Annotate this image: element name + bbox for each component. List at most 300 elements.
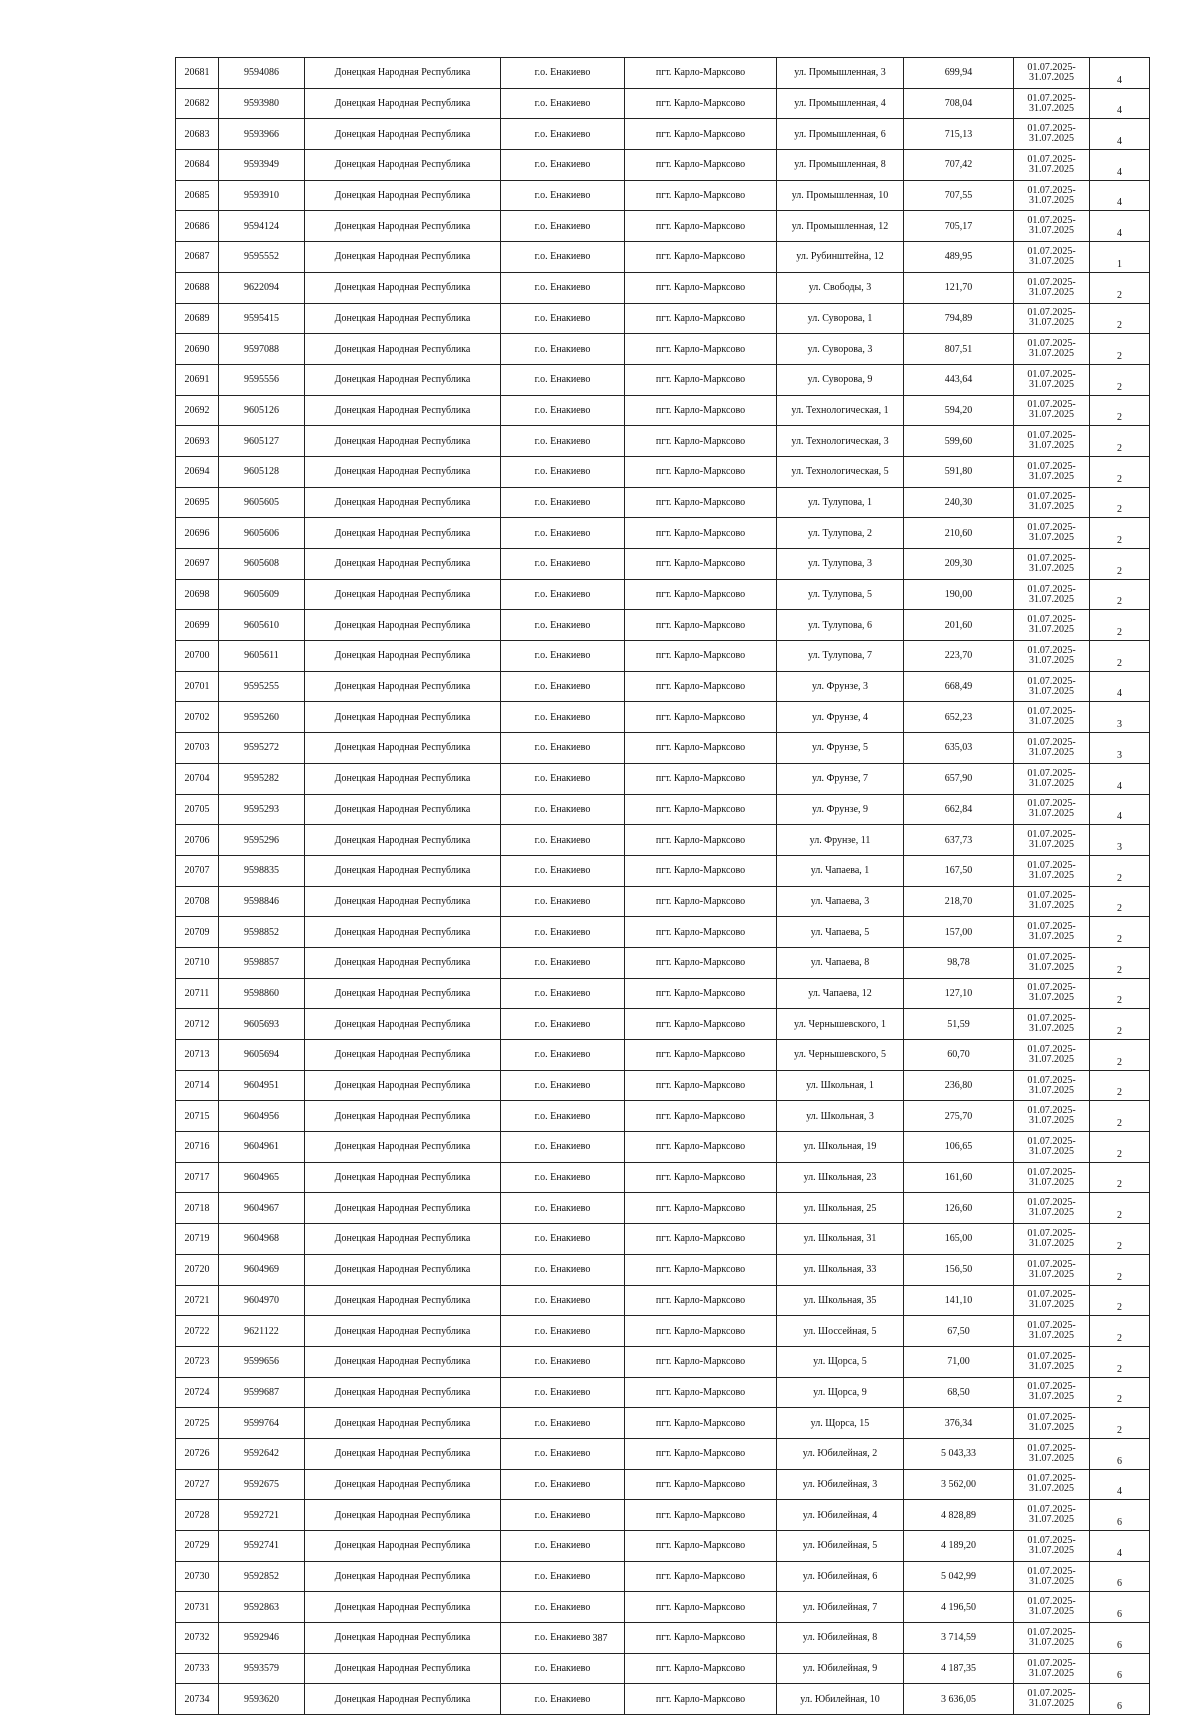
table-body	[176, 58, 1150, 1715]
period-start: 01.07.2025-	[1027, 123, 1076, 135]
period-start: 01.07.2025-	[1027, 1565, 1076, 1577]
period-end: 31.07.2025	[1029, 532, 1074, 544]
district-cell: г.о. Енакиево	[501, 242, 625, 273]
area-cell: 707,55	[904, 180, 1014, 211]
address-cell: ул. Технологическая, 1	[777, 395, 904, 426]
address-cell: ул. Фрунзе, 7	[777, 763, 904, 794]
period-end: 31.07.2025	[1029, 1237, 1074, 1249]
address-cell: ул. Технологическая, 5	[777, 456, 904, 487]
period-cell	[1014, 1285, 1090, 1316]
period-start: 01.07.2025-	[1027, 276, 1076, 288]
period-start: 01.07.2025-	[1027, 1504, 1076, 1516]
period-start: 01.07.2025-	[1027, 736, 1076, 748]
district-cell: г.о. Енакиево	[501, 1377, 625, 1408]
address-cell: ул. Шоссейная, 5	[777, 1316, 904, 1347]
table-row	[176, 1285, 1150, 1316]
settlement-cell: пгт. Карло-Марксово	[625, 1285, 777, 1316]
row-number-cell: 20712	[176, 1009, 219, 1040]
settlement-cell: пгт. Карло-Марксово	[625, 58, 777, 89]
period-cell	[1014, 1653, 1090, 1684]
period-cell	[1014, 1009, 1090, 1040]
table-row	[176, 1408, 1150, 1439]
settlement-cell: пгт. Карло-Марксово	[625, 1623, 777, 1654]
address-cell: ул. Чернышевского, 5	[777, 1040, 904, 1071]
settlement-cell: пгт. Карло-Марксово	[625, 763, 777, 794]
address-cell: ул. Промышленная, 8	[777, 150, 904, 181]
floors-cell: 6	[1090, 1438, 1150, 1469]
region-cell: Донецкая Народная Республика	[305, 855, 501, 886]
address-cell: ул. Юбилейная, 2	[777, 1438, 904, 1469]
row-number-cell: 20706	[176, 825, 219, 856]
area-cell: 4 828,89	[904, 1500, 1014, 1531]
district-cell: г.о. Енакиево	[501, 1623, 625, 1654]
period-end: 31.07.2025	[1029, 71, 1074, 83]
row-number-cell: 20708	[176, 886, 219, 917]
period-cell	[1014, 1101, 1090, 1132]
period-start: 01.07.2025-	[1027, 614, 1076, 626]
period-cell	[1014, 426, 1090, 457]
period-start: 01.07.2025-	[1027, 706, 1076, 718]
address-cell: ул. Промышленная, 12	[777, 211, 904, 242]
table-row	[176, 763, 1150, 794]
page-number: 387	[592, 1633, 608, 1644]
settlement-cell: пгт. Карло-Марксово	[625, 947, 777, 978]
object-code-cell: 9621122	[219, 1316, 305, 1347]
district-cell: г.о. Енакиево	[501, 1438, 625, 1469]
floors-cell: 2	[1090, 272, 1150, 303]
floors-cell: 4	[1090, 1531, 1150, 1562]
region-cell: Донецкая Народная Республика	[305, 1193, 501, 1224]
object-code-cell: 9593620	[219, 1684, 305, 1715]
period-end: 31.07.2025	[1029, 1023, 1074, 1035]
district-cell: г.о. Енакиево	[501, 641, 625, 672]
row-number-cell: 20687	[176, 242, 219, 273]
district-cell: г.о. Енакиево	[501, 855, 625, 886]
district-cell: г.о. Енакиево	[501, 702, 625, 733]
settlement-cell: пгт. Карло-Марксово	[625, 272, 777, 303]
settlement-cell: пгт. Карло-Марксово	[625, 334, 777, 365]
floors-cell: 2	[1090, 1040, 1150, 1071]
object-code-cell: 9592642	[219, 1438, 305, 1469]
period-cell	[1014, 917, 1090, 948]
period-end: 31.07.2025	[1029, 1268, 1074, 1280]
district-cell: г.о. Енакиево	[501, 1193, 625, 1224]
floors-cell: 2	[1090, 1254, 1150, 1285]
district-cell: г.о. Енакиево	[501, 1408, 625, 1439]
table-row	[176, 1561, 1150, 1592]
region-cell: Донецкая Народная Республика	[305, 242, 501, 273]
period-end: 31.07.2025	[1029, 1636, 1074, 1648]
period-cell	[1014, 242, 1090, 273]
row-number-cell: 20685	[176, 180, 219, 211]
district-cell: г.о. Енакиево	[501, 549, 625, 580]
period-start: 01.07.2025-	[1027, 399, 1076, 411]
period-cell	[1014, 947, 1090, 978]
address-cell: ул. Суворова, 3	[777, 334, 904, 365]
period-start: 01.07.2025-	[1027, 92, 1076, 104]
address-cell: ул. Школьная, 33	[777, 1254, 904, 1285]
area-cell: 165,00	[904, 1224, 1014, 1255]
table-row	[176, 303, 1150, 334]
period-cell	[1014, 763, 1090, 794]
period-cell	[1014, 855, 1090, 886]
area-cell: 67,50	[904, 1316, 1014, 1347]
period-end: 31.07.2025	[1029, 746, 1074, 758]
settlement-cell: пгт. Карло-Марксово	[625, 794, 777, 825]
period-start: 01.07.2025-	[1027, 644, 1076, 656]
table-row	[176, 549, 1150, 580]
period-cell	[1014, 364, 1090, 395]
district-cell: г.о. Енакиево	[501, 395, 625, 426]
area-cell: 236,80	[904, 1070, 1014, 1101]
district-cell: г.о. Енакиево	[501, 794, 625, 825]
row-number-cell: 20681	[176, 58, 219, 89]
address-cell: ул. Тулупова, 3	[777, 549, 904, 580]
period-start: 01.07.2025-	[1027, 1289, 1076, 1301]
settlement-cell: пгт. Карло-Марксово	[625, 1653, 777, 1684]
address-cell: ул. Юбилейная, 4	[777, 1500, 904, 1531]
region-cell: Донецкая Народная Республика	[305, 1531, 501, 1562]
area-cell: 223,70	[904, 641, 1014, 672]
district-cell: г.о. Енакиево	[501, 364, 625, 395]
object-code-cell: 9605608	[219, 549, 305, 580]
area-cell: 106,65	[904, 1132, 1014, 1163]
object-code-cell: 9598852	[219, 917, 305, 948]
row-number-cell: 20695	[176, 487, 219, 518]
period-end: 31.07.2025	[1029, 1053, 1074, 1065]
row-number-cell: 20720	[176, 1254, 219, 1285]
floors-cell: 2	[1090, 1224, 1150, 1255]
region-cell: Донецкая Народная Республика	[305, 180, 501, 211]
period-start: 01.07.2025-	[1027, 1197, 1076, 1209]
region-cell: Донецкая Народная Республика	[305, 518, 501, 549]
period-start: 01.07.2025-	[1027, 1534, 1076, 1546]
region-cell: Донецкая Народная Республика	[305, 456, 501, 487]
row-number-cell: 20730	[176, 1561, 219, 1592]
floors-cell: 6	[1090, 1623, 1150, 1654]
object-code-cell: 9604969	[219, 1254, 305, 1285]
address-cell: ул. Тулупова, 5	[777, 579, 904, 610]
period-cell	[1014, 272, 1090, 303]
period-end: 31.07.2025	[1029, 1514, 1074, 1526]
row-number-cell: 20692	[176, 395, 219, 426]
row-number-cell: 20704	[176, 763, 219, 794]
period-cell	[1014, 1377, 1090, 1408]
object-code-cell: 9593579	[219, 1653, 305, 1684]
period-start: 01.07.2025-	[1027, 61, 1076, 73]
address-cell: ул. Школьная, 23	[777, 1162, 904, 1193]
area-cell: 4 196,50	[904, 1592, 1014, 1623]
area-cell: 635,03	[904, 733, 1014, 764]
period-start: 01.07.2025-	[1027, 522, 1076, 534]
table-row	[176, 150, 1150, 181]
object-code-cell: 9597088	[219, 334, 305, 365]
row-number-cell: 20733	[176, 1653, 219, 1684]
region-cell: Донецкая Народная Республика	[305, 917, 501, 948]
floors-cell: 2	[1090, 1377, 1150, 1408]
period-start: 01.07.2025-	[1027, 245, 1076, 257]
period-end: 31.07.2025	[1029, 1667, 1074, 1679]
district-cell: г.о. Енакиево	[501, 947, 625, 978]
period-start: 01.07.2025-	[1027, 1473, 1076, 1485]
object-code-cell: 9592852	[219, 1561, 305, 1592]
settlement-cell: пгт. Карло-Марксово	[625, 886, 777, 917]
floors-cell: 2	[1090, 1070, 1150, 1101]
object-code-cell: 9595552	[219, 242, 305, 273]
address-cell: ул. Промышленная, 4	[777, 88, 904, 119]
object-code-cell: 9604965	[219, 1162, 305, 1193]
region-cell: Донецкая Народная Республика	[305, 1162, 501, 1193]
row-number-cell: 20727	[176, 1469, 219, 1500]
row-number-cell: 20716	[176, 1132, 219, 1163]
floors-cell: 2	[1090, 426, 1150, 457]
area-cell: 240,30	[904, 487, 1014, 518]
period-end: 31.07.2025	[1029, 1698, 1074, 1710]
period-cell	[1014, 579, 1090, 610]
settlement-cell: пгт. Карло-Марксово	[625, 1438, 777, 1469]
area-cell: 210,60	[904, 518, 1014, 549]
period-start: 01.07.2025-	[1027, 184, 1076, 196]
row-number-cell: 20722	[176, 1316, 219, 1347]
district-cell: г.о. Енакиево	[501, 1101, 625, 1132]
row-number-cell: 20683	[176, 119, 219, 150]
area-cell: 599,60	[904, 426, 1014, 457]
region-cell: Донецкая Народная Республика	[305, 303, 501, 334]
area-cell: 51,59	[904, 1009, 1014, 1040]
object-code-cell: 9605605	[219, 487, 305, 518]
area-cell: 637,73	[904, 825, 1014, 856]
district-cell: г.о. Енакиево	[501, 579, 625, 610]
region-cell: Донецкая Народная Республика	[305, 487, 501, 518]
row-number-cell: 20689	[176, 303, 219, 334]
object-code-cell: 9595260	[219, 702, 305, 733]
address-cell: ул. Промышленная, 6	[777, 119, 904, 150]
floors-cell: 2	[1090, 395, 1150, 426]
table-row	[176, 518, 1150, 549]
period-start: 01.07.2025-	[1027, 430, 1076, 442]
floors-cell: 4	[1090, 671, 1150, 702]
table-row	[176, 426, 1150, 457]
address-cell: ул. Щорса, 9	[777, 1377, 904, 1408]
address-cell: ул. Юбилейная, 6	[777, 1561, 904, 1592]
area-cell: 3 714,59	[904, 1623, 1014, 1654]
period-start: 01.07.2025-	[1027, 1043, 1076, 1055]
region-cell: Донецкая Народная Республика	[305, 1623, 501, 1654]
period-start: 01.07.2025-	[1027, 829, 1076, 841]
district-cell: г.о. Енакиево	[501, 1531, 625, 1562]
row-number-cell: 20710	[176, 947, 219, 978]
period-cell	[1014, 1346, 1090, 1377]
object-code-cell: 9598860	[219, 978, 305, 1009]
region-cell: Донецкая Народная Республика	[305, 641, 501, 672]
row-number-cell: 20688	[176, 272, 219, 303]
period-end: 31.07.2025	[1029, 225, 1074, 237]
row-number-cell: 20711	[176, 978, 219, 1009]
period-cell	[1014, 1592, 1090, 1623]
object-code-cell: 9592863	[219, 1592, 305, 1623]
region-cell: Донецкая Народная Республика	[305, 733, 501, 764]
period-cell	[1014, 1408, 1090, 1439]
period-end: 31.07.2025	[1029, 931, 1074, 943]
table-row	[176, 1132, 1150, 1163]
address-cell: ул. Юбилейная, 10	[777, 1684, 904, 1715]
period-end: 31.07.2025	[1029, 992, 1074, 1004]
region-cell: Донецкая Народная Республика	[305, 1684, 501, 1715]
row-number-cell: 20698	[176, 579, 219, 610]
region-cell: Донецкая Народная Республика	[305, 1408, 501, 1439]
region-cell: Донецкая Народная Республика	[305, 978, 501, 1009]
address-cell: ул. Чапаева, 5	[777, 917, 904, 948]
settlement-cell: пгт. Карло-Марксово	[625, 579, 777, 610]
period-end: 31.07.2025	[1029, 501, 1074, 513]
object-code-cell: 9605611	[219, 641, 305, 672]
period-cell	[1014, 1224, 1090, 1255]
floors-cell: 2	[1090, 364, 1150, 395]
area-cell: 594,20	[904, 395, 1014, 426]
floors-cell: 4	[1090, 119, 1150, 150]
object-code-cell: 9604967	[219, 1193, 305, 1224]
period-end: 31.07.2025	[1029, 1299, 1074, 1311]
district-cell: г.о. Енакиево	[501, 88, 625, 119]
area-cell: 156,50	[904, 1254, 1014, 1285]
area-cell: 201,60	[904, 610, 1014, 641]
region-cell: Донецкая Народная Республика	[305, 1377, 501, 1408]
table-row	[176, 1316, 1150, 1347]
settlement-cell: пгт. Карло-Марксово	[625, 1408, 777, 1439]
table-row	[176, 180, 1150, 211]
period-cell	[1014, 1316, 1090, 1347]
floors-cell: 2	[1090, 579, 1150, 610]
region-cell: Донецкая Народная Республика	[305, 610, 501, 641]
floors-cell: 2	[1090, 518, 1150, 549]
period-start: 01.07.2025-	[1027, 1013, 1076, 1025]
district-cell: г.о. Енакиево	[501, 426, 625, 457]
table-row	[176, 58, 1150, 89]
table-row	[176, 487, 1150, 518]
settlement-cell: пгт. Карло-Марксово	[625, 855, 777, 886]
district-cell: г.о. Енакиево	[501, 1684, 625, 1715]
district-cell: г.о. Енакиево	[501, 1040, 625, 1071]
district-cell: г.о. Енакиево	[501, 1224, 625, 1255]
table-row	[176, 1224, 1150, 1255]
address-cell: ул. Тулупова, 7	[777, 641, 904, 672]
period-cell	[1014, 88, 1090, 119]
table-row	[176, 456, 1150, 487]
settlement-cell: пгт. Карло-Марксово	[625, 978, 777, 1009]
address-cell: ул. Юбилейная, 8	[777, 1623, 904, 1654]
district-cell: г.о. Енакиево	[501, 334, 625, 365]
settlement-cell: пгт. Карло-Марксово	[625, 1254, 777, 1285]
object-code-cell: 9592675	[219, 1469, 305, 1500]
address-cell: ул. Тулупова, 1	[777, 487, 904, 518]
floors-cell: 2	[1090, 855, 1150, 886]
period-cell	[1014, 303, 1090, 334]
period-start: 01.07.2025-	[1027, 1105, 1076, 1117]
object-code-cell: 9595296	[219, 825, 305, 856]
period-end: 31.07.2025	[1029, 1452, 1074, 1464]
table-row	[176, 825, 1150, 856]
area-cell: 5 042,99	[904, 1561, 1014, 1592]
object-code-cell: 9595556	[219, 364, 305, 395]
floors-cell: 2	[1090, 1162, 1150, 1193]
region-cell: Донецкая Народная Республика	[305, 1561, 501, 1592]
floors-cell: 4	[1090, 1469, 1150, 1500]
period-cell	[1014, 1438, 1090, 1469]
region-cell: Донецкая Народная Республика	[305, 1469, 501, 1500]
period-start: 01.07.2025-	[1027, 1227, 1076, 1239]
row-number-cell: 20696	[176, 518, 219, 549]
settlement-cell: пгт. Карло-Марксово	[625, 1500, 777, 1531]
period-cell	[1014, 180, 1090, 211]
row-number-cell: 20709	[176, 917, 219, 948]
district-cell: г.о. Енакиево	[501, 58, 625, 89]
settlement-cell: пгт. Карло-Марксово	[625, 702, 777, 733]
area-cell: 662,84	[904, 794, 1014, 825]
table-row	[176, 978, 1150, 1009]
period-cell	[1014, 1162, 1090, 1193]
settlement-cell: пгт. Карло-Марксово	[625, 1193, 777, 1224]
object-code-cell: 9605610	[219, 610, 305, 641]
area-cell: 794,89	[904, 303, 1014, 334]
address-cell: ул. Тулупова, 6	[777, 610, 904, 641]
period-start: 01.07.2025-	[1027, 767, 1076, 779]
object-code-cell: 9598846	[219, 886, 305, 917]
row-number-cell: 20734	[176, 1684, 219, 1715]
table-row	[176, 1070, 1150, 1101]
period-end: 31.07.2025	[1029, 440, 1074, 452]
area-cell: 376,34	[904, 1408, 1014, 1439]
settlement-cell: пгт. Карло-Марксово	[625, 1316, 777, 1347]
object-code-cell: 9598857	[219, 947, 305, 978]
table-row	[176, 610, 1150, 641]
settlement-cell: пгт. Карло-Марксово	[625, 426, 777, 457]
area-cell: 127,10	[904, 978, 1014, 1009]
settlement-cell: пгт. Карло-Марксово	[625, 671, 777, 702]
region-cell: Донецкая Народная Республика	[305, 395, 501, 426]
district-cell: г.о. Енакиево	[501, 886, 625, 917]
object-code-cell: 9604961	[219, 1132, 305, 1163]
floors-cell: 2	[1090, 917, 1150, 948]
period-end: 31.07.2025	[1029, 961, 1074, 973]
period-end: 31.07.2025	[1029, 900, 1074, 912]
period-start: 01.07.2025-	[1027, 583, 1076, 595]
region-cell: Донецкая Народная Республика	[305, 825, 501, 856]
period-cell	[1014, 334, 1090, 365]
region-cell: Донецкая Народная Республика	[305, 763, 501, 794]
row-number-cell: 20691	[176, 364, 219, 395]
settlement-cell: пгт. Карло-Марксово	[625, 88, 777, 119]
object-code-cell: 9595255	[219, 671, 305, 702]
settlement-cell: пгт. Карло-Марксово	[625, 150, 777, 181]
settlement-cell: пгт. Карло-Марксово	[625, 1531, 777, 1562]
area-cell: 807,51	[904, 334, 1014, 365]
period-cell	[1014, 733, 1090, 764]
floors-cell: 6	[1090, 1592, 1150, 1623]
floors-cell: 2	[1090, 947, 1150, 978]
period-end: 31.07.2025	[1029, 1483, 1074, 1495]
row-number-cell: 20686	[176, 211, 219, 242]
row-number-cell: 20714	[176, 1070, 219, 1101]
period-cell	[1014, 1531, 1090, 1562]
period-cell	[1014, 886, 1090, 917]
floors-cell: 4	[1090, 180, 1150, 211]
period-cell	[1014, 211, 1090, 242]
period-end: 31.07.2025	[1029, 378, 1074, 390]
settlement-cell: пгт. Карло-Марксово	[625, 1592, 777, 1623]
row-number-cell: 20715	[176, 1101, 219, 1132]
settlement-cell: пгт. Карло-Марксово	[625, 395, 777, 426]
district-cell: г.о. Енакиево	[501, 180, 625, 211]
